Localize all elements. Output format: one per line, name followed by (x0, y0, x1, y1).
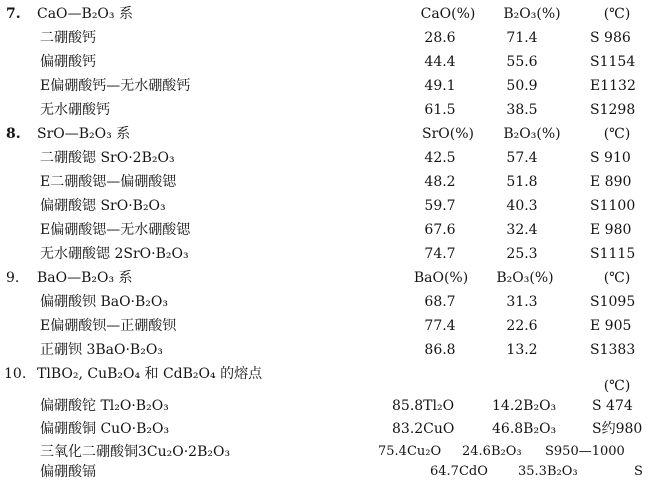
oxide-percent: 49.1 (424, 78, 456, 94)
section-title: CaO—B₂O₃ 系 (37, 6, 133, 22)
oxide-composition: 83.2CuO (392, 421, 455, 437)
oxide-percent: 44.4 (424, 54, 456, 70)
melting-point: S 910 (590, 150, 631, 166)
compound-label: 偏硼酸钡 BaO·B₂O₃ (40, 294, 169, 310)
section-title: SrO—B₂O₃ 系 (37, 126, 131, 142)
b2o3-percent: 31.3 (506, 294, 538, 310)
table-row (0, 290, 650, 314)
melting-point: S (634, 464, 643, 479)
b2o3-percent: 13.2 (506, 342, 538, 358)
compound-label: 无水硼酸钙 (40, 102, 110, 118)
compound-label: 偏硼酸锶 SrO·B₂O₃ (40, 198, 166, 214)
melting-point: S 474 (592, 398, 633, 414)
compound-label: 二硼酸锶 SrO·2B₂O₃ (40, 150, 175, 166)
melting-point: S约980 (592, 421, 643, 437)
section-number: 7. (6, 6, 21, 22)
b2o3-percent: 51.8 (506, 174, 538, 190)
compound-label: 偏硼酸铊 Tl₂O·B₂O₃ (40, 398, 169, 414)
melting-point: S 986 (590, 30, 631, 46)
table-row (0, 98, 650, 122)
melting-point: S1095 (590, 294, 636, 310)
melting-point: S1383 (590, 342, 636, 358)
oxide-percent: 48.2 (424, 174, 456, 190)
table-row (0, 146, 650, 170)
melting-point: S1115 (590, 246, 636, 262)
compound-label: E偏硼酸钙—无水硼酸钙 (40, 78, 191, 94)
oxide-percent: 59.7 (424, 198, 456, 214)
section-title: BaO—B₂O₃ 系 (37, 270, 133, 286)
compound-label: 偏硼酸铜 CuO·B₂O₃ (40, 421, 170, 437)
column-header-b2o3: B₂O₃(%) (503, 6, 561, 22)
section-9-header (0, 266, 650, 290)
section-title: TlBO₂, CuB₂O₄ 和 CdB₂O₄ 的熔点 (37, 366, 263, 382)
table-row (0, 394, 650, 418)
section-8-header (0, 122, 650, 146)
section-number: 9. (6, 270, 20, 286)
compound-label: E偏硼酸钡—正硼酸钡 (40, 318, 177, 334)
column-header-temperature: (℃) (603, 6, 631, 22)
b2o3-percent: 57.4 (506, 150, 538, 166)
oxide-percent: 86.8 (424, 342, 456, 358)
b2o3-percent: 32.4 (506, 222, 538, 238)
column-header-oxide: SrO(%) (422, 126, 474, 142)
compound-label: 正硼钡 3BaO·B₂O₃ (40, 342, 163, 358)
oxide-percent: 42.5 (424, 150, 456, 166)
b2o3-percent: 40.3 (506, 198, 538, 214)
melting-point: E 890 (590, 174, 632, 190)
table-row (0, 460, 650, 484)
table-row (0, 218, 650, 242)
table-row (0, 338, 650, 362)
table-row (0, 50, 650, 74)
b2o3-percent: 38.5 (506, 102, 538, 118)
b2o3-percent: 55.6 (506, 54, 538, 70)
b2o3-composition: 14.2B₂O₃ (492, 398, 557, 414)
compound-label: 无水硼酸锶 2SrO·B₂O₃ (40, 246, 189, 262)
oxide-percent: 61.5 (424, 102, 456, 118)
column-header-oxide: CaO(%) (420, 6, 476, 22)
b2o3-composition: 35.3B₂O₃ (518, 464, 578, 479)
oxide-composition: 85.8Tl₂O (392, 398, 455, 414)
table-row (0, 417, 650, 441)
b2o3-percent: 50.9 (506, 78, 538, 94)
oxide-percent: 28.6 (424, 30, 456, 46)
section-number: 8. (6, 126, 21, 142)
section-7-header (0, 2, 650, 26)
column-header-oxide: BaO(%) (413, 270, 469, 286)
melting-point: S1298 (590, 102, 636, 118)
column-header-b2o3: B₂O₃(%) (496, 270, 554, 286)
b2o3-composition: 46.8B₂O₃ (492, 421, 557, 437)
oxide-percent: 68.7 (424, 294, 456, 310)
b2o3-percent: 25.3 (506, 246, 538, 262)
column-header-temperature: (℃) (603, 270, 631, 286)
section-number: 10. (4, 366, 27, 382)
table-row (0, 170, 650, 194)
compound-label: 二硼酸钙 (40, 30, 96, 46)
b2o3-percent: 71.4 (506, 30, 538, 46)
compound-label: 三氧化二硼酸铜3Cu₂O·2B₂O₃ (40, 444, 231, 460)
compound-label: E二硼酸锶—偏硼酸锶 (40, 174, 177, 190)
melting-point: E1132 (590, 78, 636, 94)
compound-label: 偏硼酸镉 (40, 464, 96, 480)
column-header-b2o3: B₂O₃(%) (503, 126, 561, 142)
table-row (0, 26, 650, 50)
table-row (0, 314, 650, 338)
table-row (0, 242, 650, 266)
oxide-percent: 77.4 (424, 318, 456, 334)
column-header-temperature: (℃) (603, 126, 631, 142)
melting-point: S950—1000 (545, 444, 625, 459)
oxide-composition: 64.7CdO (430, 464, 488, 479)
melting-point: S1100 (590, 198, 636, 214)
table-row (0, 74, 650, 98)
table-row (0, 194, 650, 218)
compound-label: 偏硼酸钙 (40, 54, 96, 70)
compound-label: E偏硼酸锶—无水硼酸锶 (40, 222, 191, 238)
melting-point: E 980 (590, 222, 632, 238)
b2o3-composition: 24.6B₂O₃ (462, 444, 522, 459)
oxide-percent: 74.7 (424, 246, 456, 262)
oxide-composition: 75.4Cu₂O (378, 444, 442, 459)
melting-point: S1154 (590, 54, 636, 70)
column-header-temperature: (℃) (603, 378, 631, 394)
melting-point: E 905 (590, 318, 632, 334)
oxide-percent: 67.6 (424, 222, 456, 238)
b2o3-percent: 22.6 (506, 318, 538, 334)
